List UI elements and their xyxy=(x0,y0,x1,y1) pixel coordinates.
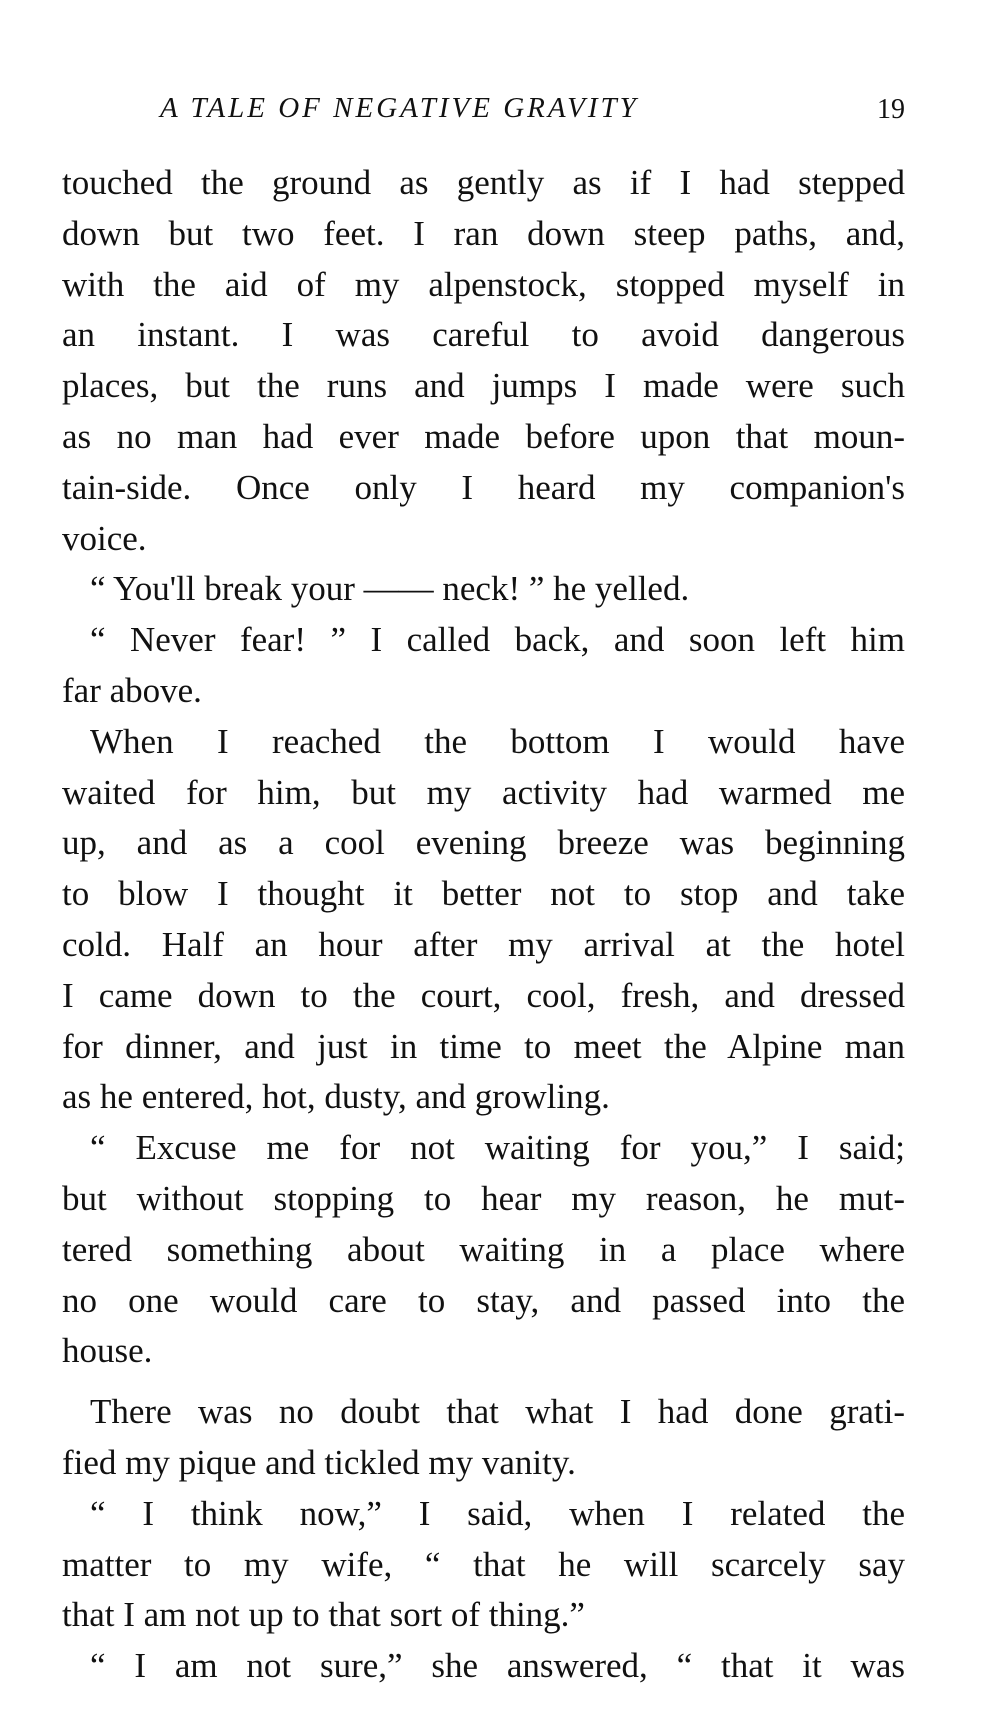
text-line: “ You'll break your —— neck! ” he yelled. xyxy=(90,569,690,609)
text-line: I came down to the court, cool, fresh, and dressed xyxy=(62,975,905,1015)
text-line: “ Excuse me for not waiting for you,” I said; xyxy=(90,1128,905,1168)
text-line: When I reached the bottom I would have xyxy=(90,721,905,761)
page-number: 19 xyxy=(877,94,905,125)
text-line: to blow I thought it better not to stop and take xyxy=(62,874,905,914)
text-line: as he entered, hot, dusty, and growling. xyxy=(62,1077,610,1117)
text-line: up, and as a cool evening breeze was beginning xyxy=(62,823,905,863)
text-line: for dinner, and just in time to meet the Alpine man xyxy=(62,1026,905,1066)
body-text xyxy=(62,158,905,1692)
text-line: as no man had ever made before upon that moun- xyxy=(62,416,905,456)
text-line: “ I think now,” I said, when I related the xyxy=(90,1493,905,1533)
text-line: tain-side. Once only I heard my companion's xyxy=(62,467,905,507)
text-line: voice. xyxy=(62,518,147,558)
text-line: waited for him, but my activity had warmed me xyxy=(62,772,905,812)
text-line: There was no doubt that what I had done grati- xyxy=(90,1392,905,1432)
running-head xyxy=(160,92,905,132)
text-line: fied my pique and tickled my vanity. xyxy=(62,1442,576,1482)
text-line: tered something about waiting in a place where xyxy=(62,1229,905,1269)
text-line: down but two feet. I ran down steep paths, and, xyxy=(62,213,905,253)
text-line: but without stopping to hear my reason, he mut- xyxy=(62,1178,905,1218)
text-line: matter to my wife, “ that he will scarcely say xyxy=(62,1544,905,1584)
text-line: “ I am not sure,” she answered, “ that it was xyxy=(90,1646,905,1686)
text-line: an instant. I was careful to avoid dangerous xyxy=(62,315,905,355)
running-title: A TALE OF NEGATIVE GRAVITY xyxy=(160,92,639,124)
text-line: that I am not up to that sort of thing.” xyxy=(62,1595,585,1635)
text-line: cold. Half an hour after my arrival at the hotel xyxy=(62,924,905,964)
text-line: places, but the runs and jumps I made were such xyxy=(62,366,905,406)
text-line: with the aid of my alpenstock, stopped myself in xyxy=(62,264,905,304)
text-line: house. xyxy=(62,1331,153,1371)
text-line: far above. xyxy=(62,670,202,710)
text-line: touched the ground as gently as if I had stepped xyxy=(62,163,905,202)
text-line: “ Never fear! ” I called back, and soon left him xyxy=(90,620,905,660)
text-line: no one would care to stay, and passed into the xyxy=(62,1280,905,1320)
